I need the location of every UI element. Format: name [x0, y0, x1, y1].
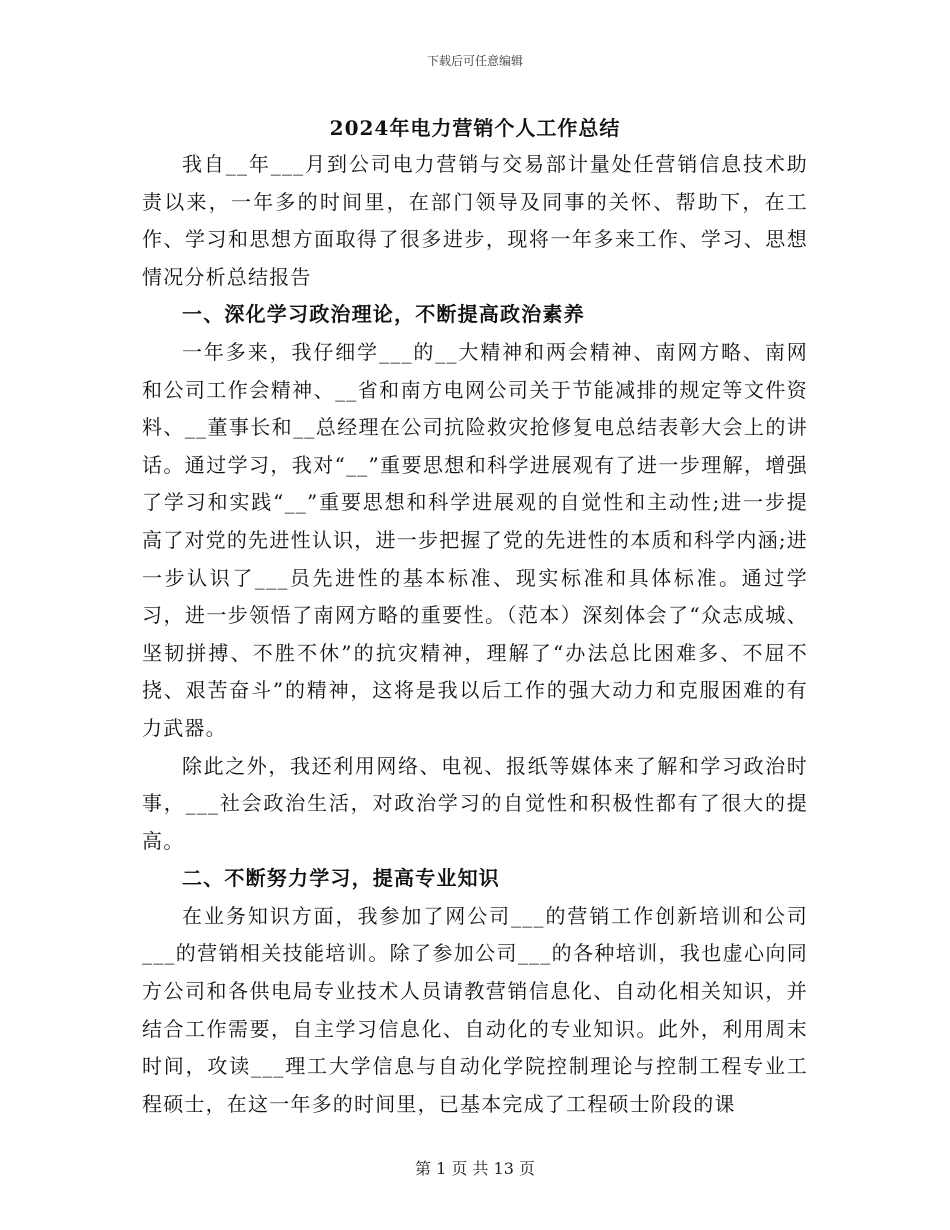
document-body: [142, 146, 808, 1123]
page-number: 第 1 页 共 13 页: [415, 1159, 535, 1178]
document-title: 2024年电力营销个人工作总结: [329, 116, 621, 140]
section-2-heading: 二、不断努力学习，提高专业知识: [182, 866, 500, 891]
download-note: 下载后可任意编辑: [426, 54, 523, 68]
section-2-paragraph-1: 在业务知识方面，我参加了网公司___的营销工作创新培训和公司___的营销相关技能培训。除了参加公司___的各种培训，我也虚心向同方公司和各供电局专业技术人员请教营销信息化、自动化相关知识，并结合工作需要，自主学习信息化、自动化的专业知识。此外，利用周末时间，攻读___理工大学信息与自动化学院控制理论与控制工程专业工程硕士，在这一年多的时间里，已基本完成了工程硕士阶段的课: [142, 903, 808, 1116]
section-1-heading: 一、深化学习政治理论，不断提高政治素养: [182, 302, 585, 327]
section-1-paragraph-1: 一年多来，我仔细学___的__大精神和两会精神、南网方略、南网和公司工作会精神、__省和南方电网公司关于节能减排的规定等文件资料、__董事长和__总经理在公司抗险救灾抢修复电总结表彰大会上的讲话。通过学习，我对“__”重要思想和科学进展观有了进一步理解，增强了学习和实践“__”重要思想和科学进展观的自觉性和主动性;进一步提高了对党的先进性认识，进一步把握了党的先进性的本质和科学内涵;进一步认识了___员先进性的基本标准、现实标准和具体标准。通过学习，进一步领悟了南网方略的重要性。（范本）深刻体会了“众志成城、坚韧拼搏、不胜不休”的抗灾精神，理解了“办法总比困难多、不屈不挠、艰苦奋斗”的精神，这将是我以后工作的强大动力和克服困难的有力武器。: [142, 339, 808, 740]
section-1-paragraph-2: 除此之外，我还利用网络、电视、报纸等媒体来了解和学习政治时事，___社会政治生活，对政治学习的自觉性和积极性都有了很大的提高。: [142, 753, 808, 853]
intro-paragraph: 我自__年___月到公司电力营销与交易部计量处任营销信息技术助责以来，一年多的时间里，在部门领导及同事的关怀、帮助下，在工作、学习和思想方面取得了很多进步，现将一年多来工作、学习、思想情况分析总结报告: [142, 152, 808, 289]
